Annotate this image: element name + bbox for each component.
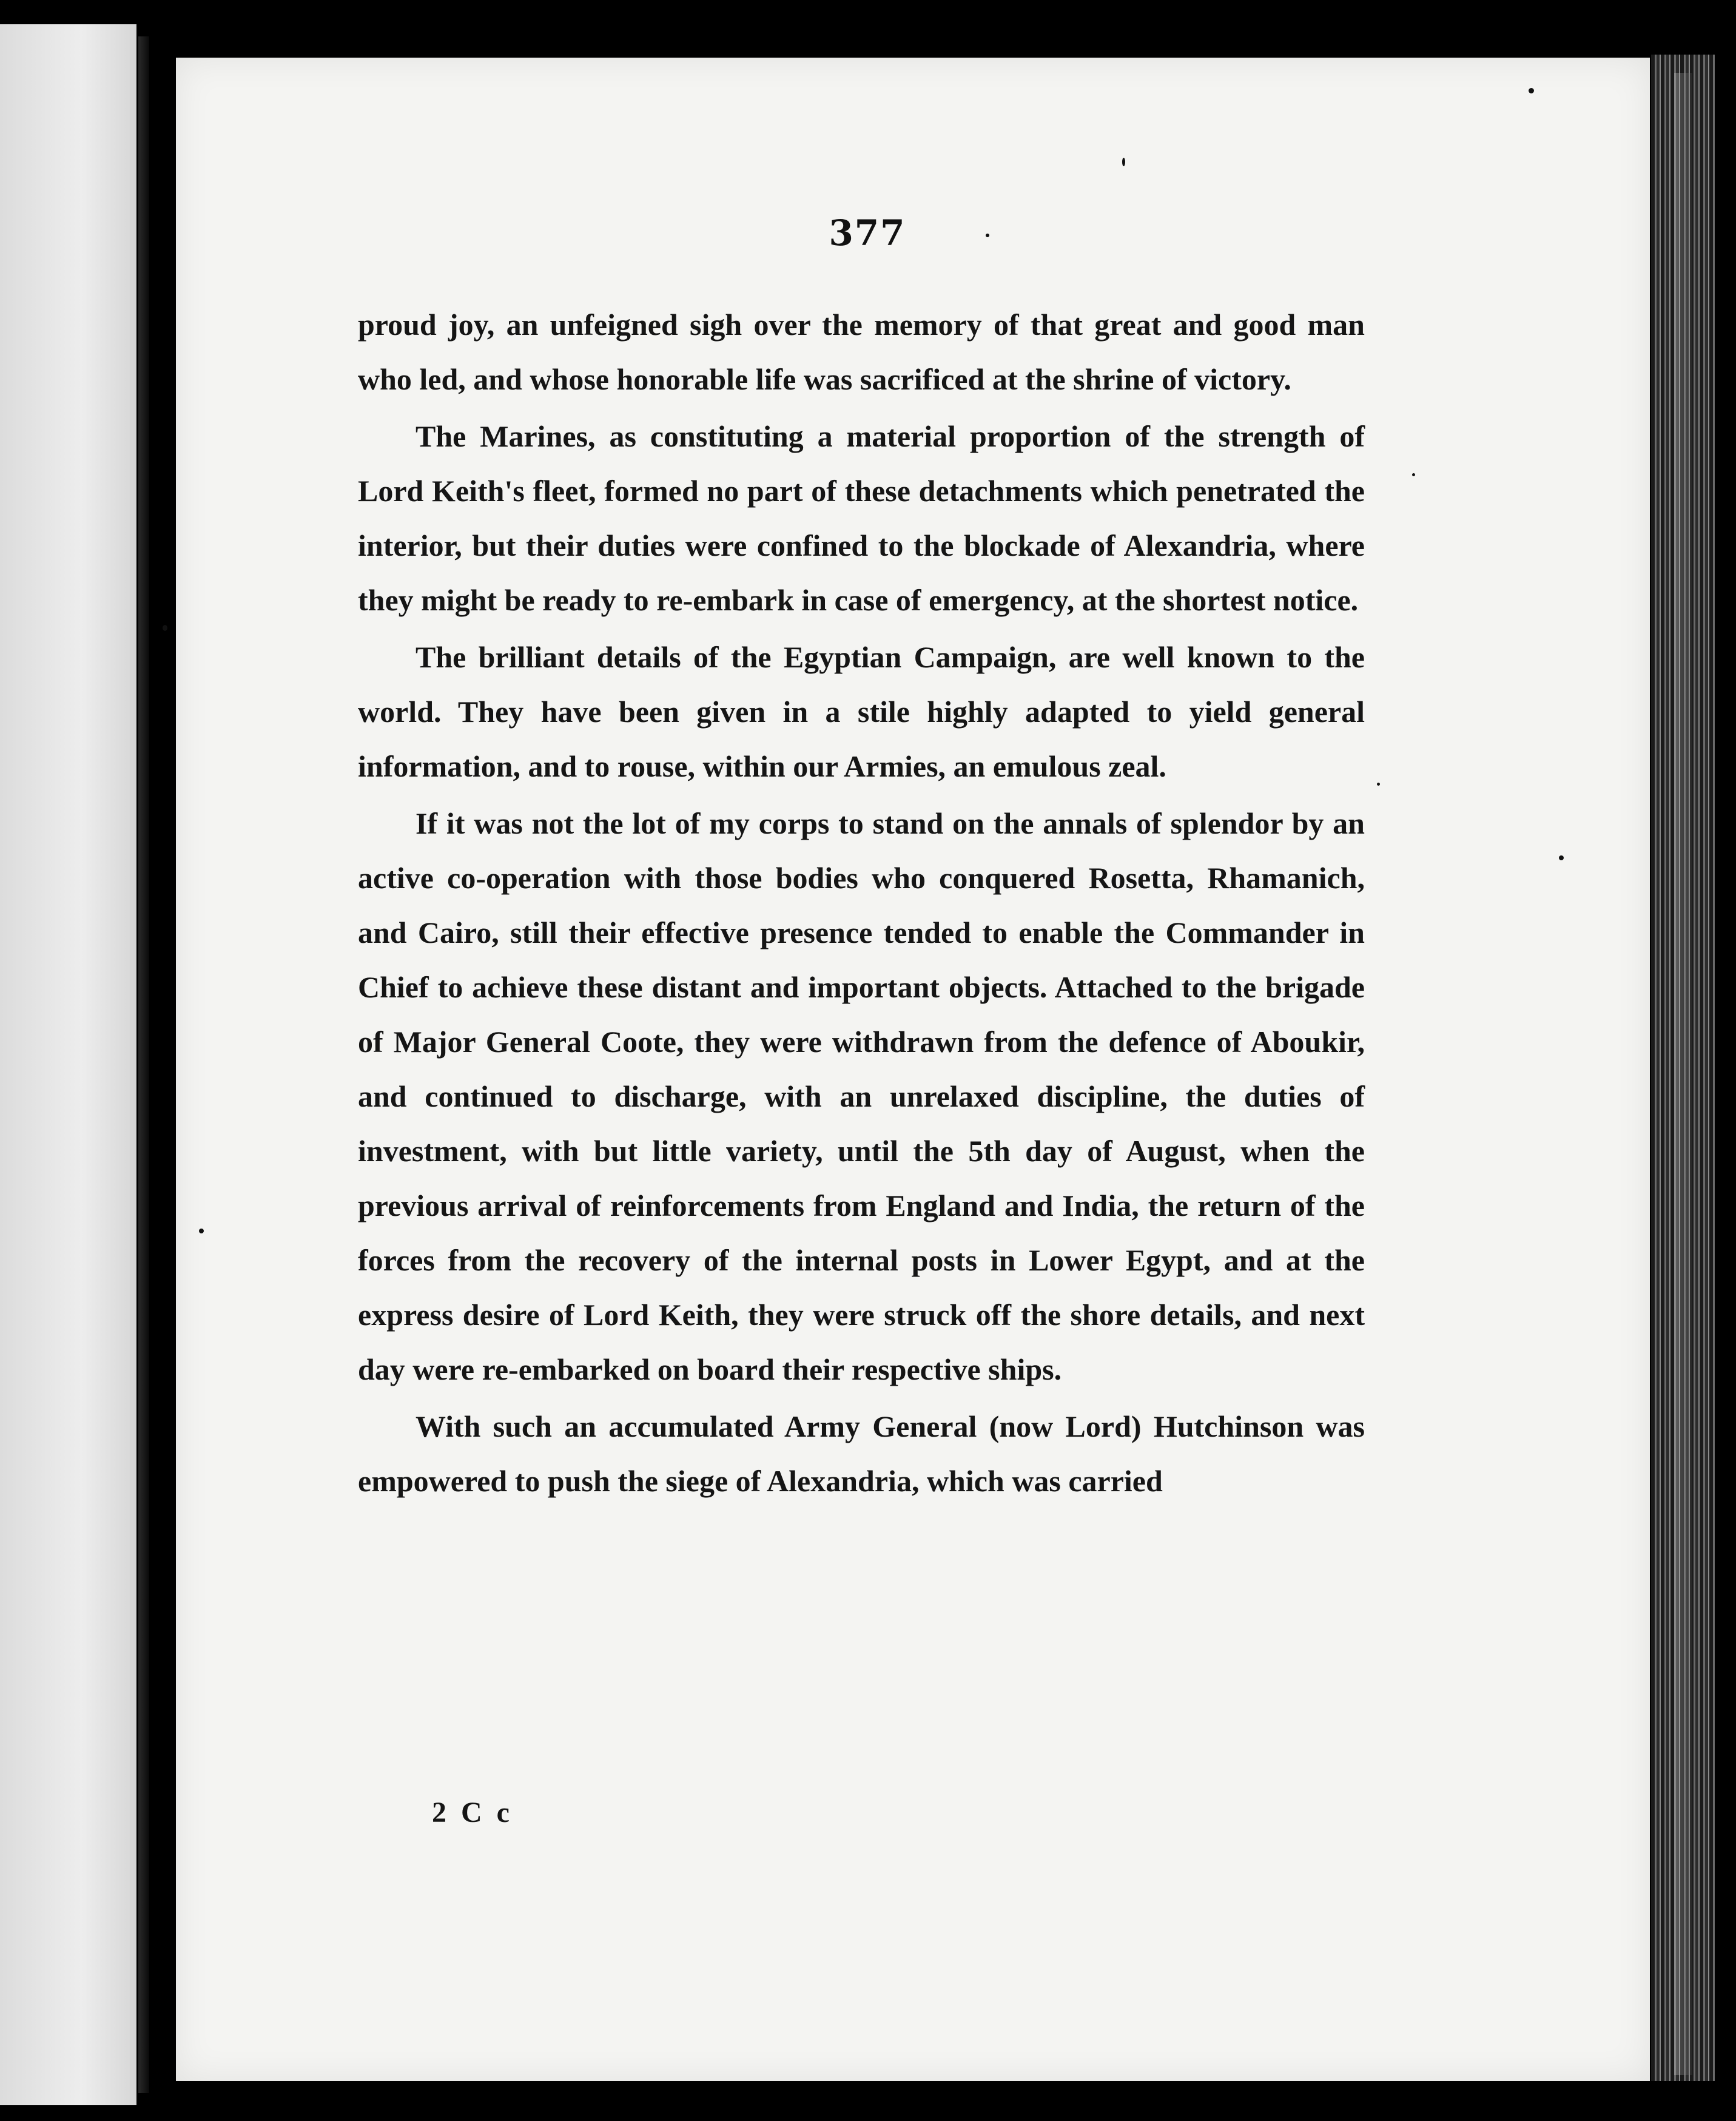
speck (1412, 473, 1415, 476)
paragraph: If it was not the lot of my corps to stand on the annals of splendor by an active co-operation with those bodies who conquered Rosetta, Rhamanich, and Cairo, still their effective presence tended to enable the Commander in Chief to achieve these distant and important objects. Attached to the brigade of Major General Coote, they were withdrawn from the defence of Aboukir, and continued to discharge, with an unrelaxed discipline, the duties of investment, with but little variety, until the 5th day of August, when the previous arrival of reinforcements from England and India, the return of the forces from the recovery of the internal posts in Lower Egypt, and at the express desire of Lord Keith, they were struck off the shore details, and next day were re-embarked on board their respective ships. (358, 806, 1365, 1386)
paragraph: The Marines, as constituting a material proportion of the strength of Lord Keith's fleet, formed no part of these detachments which penetrated the interior, but their duties were confined to the blockade of Alexandria, where they might be ready to re-embark in case of emergency, at the shortest notice. (358, 419, 1365, 617)
speck (1529, 88, 1534, 93)
speck (163, 625, 167, 631)
gutter-shadow (138, 36, 149, 2093)
speck (1122, 158, 1125, 166)
body-text (358, 297, 1365, 1511)
paragraph: proud joy, an unfeigned sigh over the memory of that great and good man who led, and whose honorable life was sacrificed at the shrine of victory. (358, 308, 1365, 396)
speck (986, 234, 989, 237)
speck (199, 1229, 204, 1233)
paragraph: The brilliant details of the Egyptian Campaign, are well known to the world. They have been given in a stile highly adapted to yield general information, and to rouse, within our Armies, an emulous zeal. (358, 640, 1365, 783)
page-stack-highlight (1674, 73, 1692, 2075)
speck (1377, 783, 1380, 786)
paragraph: With such an accumulated Army General (now Lord) Hutchinson was empowered to push the siege of Alexandria, which was carried (358, 1409, 1365, 1498)
previous-page-edge (0, 24, 136, 2105)
signature-mark: 2 C c (432, 1796, 513, 1829)
speck (1559, 855, 1564, 860)
page-number: 377 (829, 212, 906, 254)
